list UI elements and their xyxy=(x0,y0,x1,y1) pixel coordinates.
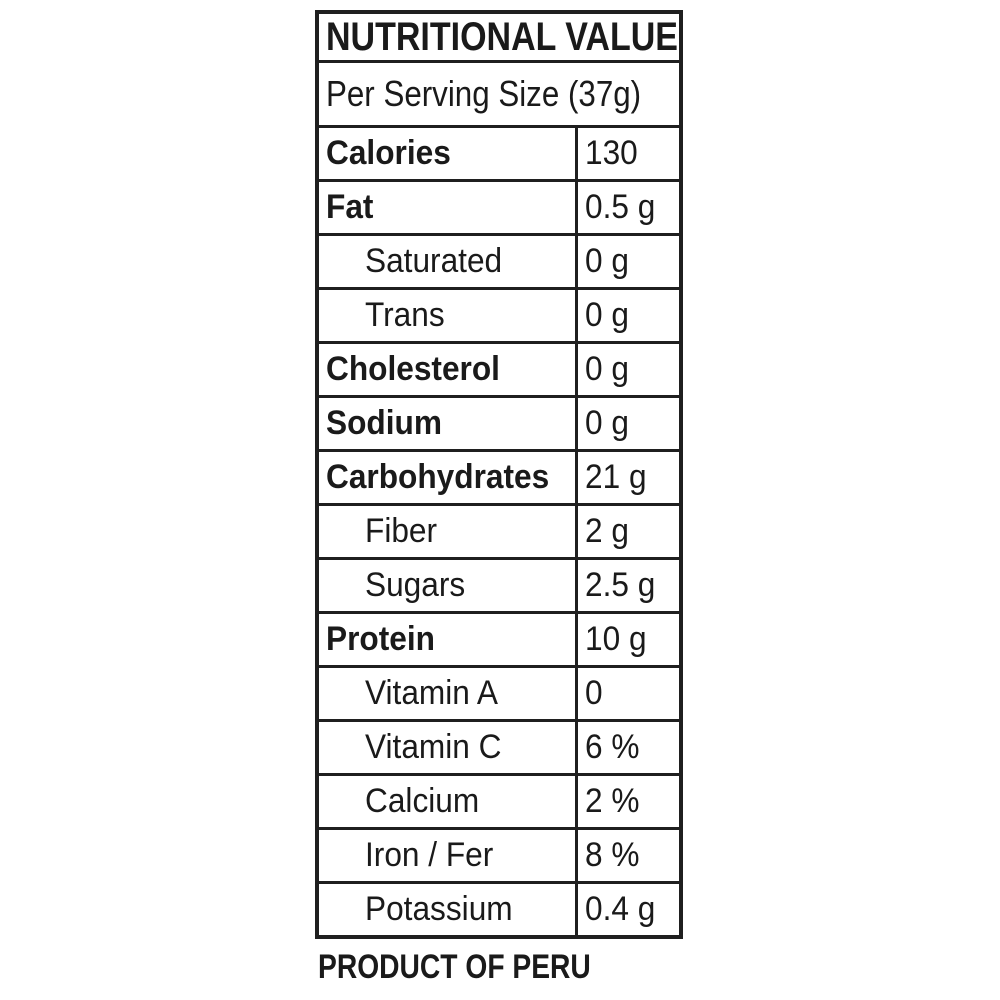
nutrient-value: 0.4 g xyxy=(576,883,681,938)
nutrient-name: Vitamin C xyxy=(317,721,576,775)
nutrient-name: Sugars xyxy=(317,559,576,613)
row-sodium xyxy=(317,397,681,451)
product-origin-text: PRODUCT OF PERU xyxy=(318,948,591,986)
table-title xyxy=(317,12,681,62)
nutrient-value: 0 g xyxy=(576,343,681,397)
row-fiber xyxy=(317,505,681,559)
nutrient-value: 10 g xyxy=(576,613,681,667)
product-origin-note xyxy=(318,948,647,987)
row-carbohydrates xyxy=(317,451,681,505)
table-title-row xyxy=(317,12,681,62)
row-vitamin-c xyxy=(317,721,681,775)
row-iron xyxy=(317,829,681,883)
serving-size-text: Per Serving Size (37g) xyxy=(326,73,642,114)
nutrient-name: Fiber xyxy=(317,505,576,559)
row-saturated xyxy=(317,235,681,289)
nutrient-value: 0.5 g xyxy=(576,181,681,235)
nutrient-name: Iron / Fer xyxy=(317,829,576,883)
row-sugars xyxy=(317,559,681,613)
nutrient-value: 21 g xyxy=(576,451,681,505)
row-calcium xyxy=(317,775,681,829)
nutrient-value: 2 g xyxy=(576,505,681,559)
nutrient-value: 2 % xyxy=(576,775,681,829)
serving-size xyxy=(317,62,681,127)
nutrient-value: 0 xyxy=(576,667,681,721)
nutrient-value: 130 xyxy=(576,127,681,181)
row-potassium xyxy=(317,883,681,938)
nutrient-name: Carbohydrates xyxy=(317,451,576,505)
table-title-text: NUTRITIONAL VALUE xyxy=(326,14,678,59)
nutrient-name: Vitamin A xyxy=(317,667,576,721)
nutrient-name: Saturated xyxy=(317,235,576,289)
nutrient-value: 0 g xyxy=(576,235,681,289)
nutrient-name: Calories xyxy=(317,127,576,181)
nutrient-name: Sodium xyxy=(317,397,576,451)
nutrient-name: Potassium xyxy=(317,883,576,938)
row-trans xyxy=(317,289,681,343)
nutrient-name: Calcium xyxy=(317,775,576,829)
nutrient-name: Fat xyxy=(317,181,576,235)
nutrient-name: Protein xyxy=(317,613,576,667)
nutrition-table xyxy=(315,10,683,939)
nutrient-value: 8 % xyxy=(576,829,681,883)
nutrient-name: Cholesterol xyxy=(317,343,576,397)
serving-size-row xyxy=(317,62,681,127)
row-cholesterol xyxy=(317,343,681,397)
row-protein xyxy=(317,613,681,667)
row-calories xyxy=(317,127,681,181)
nutrient-name: Trans xyxy=(317,289,576,343)
row-fat xyxy=(317,181,681,235)
nutrient-value: 6 % xyxy=(576,721,681,775)
nutrient-value: 0 g xyxy=(576,397,681,451)
nutrient-value: 2.5 g xyxy=(576,559,681,613)
row-vitamin-a xyxy=(317,667,681,721)
nutrient-value: 0 g xyxy=(576,289,681,343)
